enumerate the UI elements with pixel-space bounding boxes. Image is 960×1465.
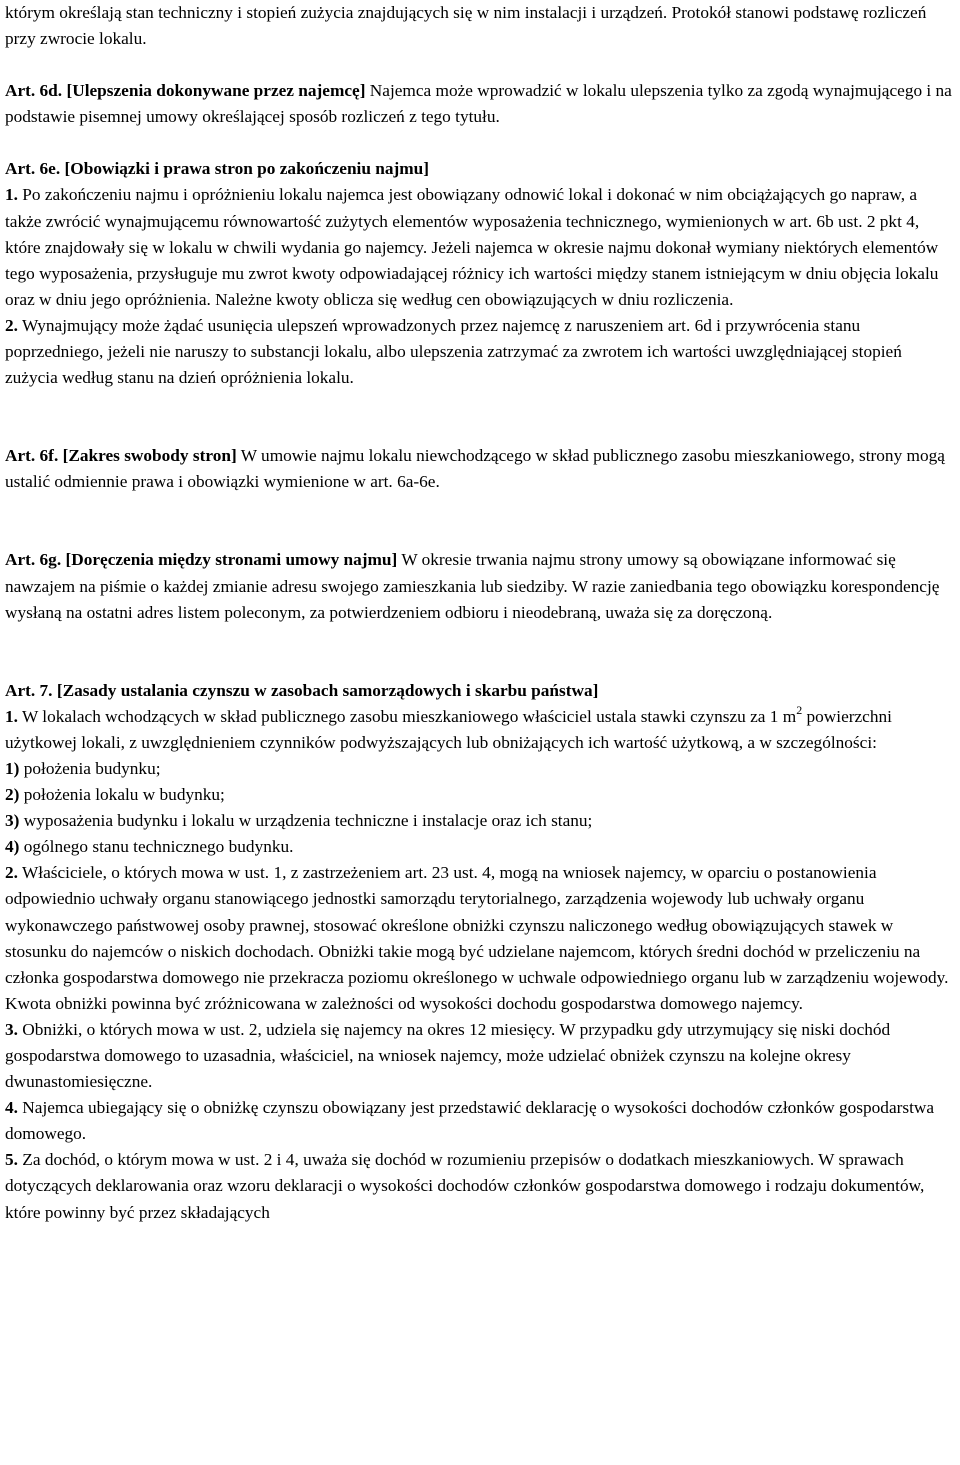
article-7-title xyxy=(5,678,954,704)
paragraph-text: Po zakończeniu najmu i opróżnieniu lokalu najemca jest obowiązany odnowić lokal i dokonać w nim obciążających go napraw, a także zwrócić wynajmującemu równowartość zużytych elementów wyposażenia technicznego, wymienionych w art. 6b ust. 2 pkt 4, które znajdowały się w lokalu w chwili wydania go najemcy. Jeżeli najemca w okresie najmu dokonał wymiany niektórych elementów tego wyposażenia, przysługuje mu zwrot kwoty odpowiadającej różnicy ich wartości między stanem istniejącym w dniu objęcia lokalu oraz w dniu jego opróżnienia. Należne kwoty oblicza się według cen obowiązujących w dniu rozliczenia. xyxy=(5,185,939,309)
intro-paragraph: którym określają stan techniczny i stopień zużycia znajdujących się w nim instalacji i urządzeń. Protokół stanowi podstawę rozliczeń przy zwrocie lokalu. xyxy=(5,3,927,49)
list-item-number: 3) xyxy=(5,811,20,831)
list-item-text: ogólnego stanu technicznego budynku. xyxy=(23,837,294,857)
article-6d-text: Najemca może wprowadzić w lokalu ulepszenia tylko za zgodą wynajmującego i na podstawie pisemnej umowy określającej sposób rozliczeń z tego tytułu. xyxy=(5,81,952,127)
spacer xyxy=(5,391,954,443)
paragraph-text: Właściciele, o których mowa w ust. 1, z zastrzeżeniem art. 23 ust. 4, mogą na wniosek najemcy, w oparciu o postanowienia odpowiednio uchwały organu stanowiącego jednostki samorządu terytorialnego, zarządzenia wojewody lub uchwały organu wykonawczego państwowej osoby prawnej, stosować określone obniżki czynszu naliczonego według obowiązujących stawek w stosunku do najemców o niskich dochodach. Obniżki takie mogą być udzielane najemcom, których średni dochód w przeliczeniu na członka gospodarstwa domowego nie przekracza poziomu określonego w uchwale odpowiedniego organu lub w zarządzeniu wojewody. Kwota obniżki powinna być zróżnicowana w zależności od wysokości dochodu gospodarstwa domowego najemcy. xyxy=(5,863,949,1013)
article-7-paragraph-1 xyxy=(5,704,954,756)
spacer xyxy=(5,130,954,156)
article-6g-text: W okresie trwania najmu strony umowy są obowiązane informować się nawzajem na piśmie o każdej zmianie adresu swojego zamieszkania lub siedziby. W razie zaniedbania tego obowiązku korespondencję wysłaną na ostatni adres listem poleconym, za potwierdzeniem odbioru i nieodebraną, uważa się za doręczoną. xyxy=(5,550,940,622)
article-6g-label: Art. 6g. xyxy=(5,550,62,570)
paragraph-text: Najemca ubiegający się o obniżkę czynszu obowiązany jest przedstawić deklarację o wysokości dochodów członków gospodarstwa domowego. xyxy=(5,1098,935,1144)
paragraph-text: Obniżki, o których mowa w ust. 2, udziela się najemcy na okres 12 miesięcy. W przypadku gdy utrzymujący się niski dochód gospodarstwa domowego to uzasadnia, właściciel, na wniosek najemcy, może udzielać obniżek czynszu na kolejne okresy dwunastomiesięczne. xyxy=(5,1019,891,1092)
article-6e-title xyxy=(5,156,954,182)
paragraph-number: 3. xyxy=(5,1019,18,1039)
list-item-number: 1) xyxy=(5,758,20,778)
spacer xyxy=(5,495,954,547)
article-6e-paragraph-2 xyxy=(5,313,954,391)
paragraph-number: 5. xyxy=(5,1150,18,1170)
list-item-number: 4) xyxy=(5,837,20,857)
article-7-paragraph-5 xyxy=(5,1147,954,1225)
list-item-text: wyposażenia budynku i lokalu w urządzenia techniczne i instalacje oraz ich stanu; xyxy=(23,811,593,831)
article-6e-paragraph-1 xyxy=(5,182,954,312)
article-6e-label: Art. 6e. xyxy=(5,159,61,179)
list-item xyxy=(5,808,954,834)
paragraph-number: 1. xyxy=(5,706,18,726)
list-item xyxy=(5,834,954,860)
article-7-heading: [Zasady ustalania czynszu w zasobach samorządowych i skarbu państwa] xyxy=(56,680,599,700)
article-6g-heading: [Doręczenia między stronami umowy najmu] xyxy=(65,550,398,570)
article-6d-label: Art. 6d. xyxy=(5,81,63,101)
article-6d xyxy=(5,78,954,130)
article-6f-label: Art. 6f. xyxy=(5,446,59,466)
article-6f xyxy=(5,443,954,495)
article-6e-heading: [Obowiązki i prawa stron po zakończeniu najmu] xyxy=(64,159,430,179)
paragraph-number: 4. xyxy=(5,1098,18,1118)
list-item-number: 2) xyxy=(5,785,20,805)
paragraph-text: powierzchni użytkowej lokali, z uwzględnieniem czynników podwyższających lub obniżających ich wartość użytkową, a w szczególności: xyxy=(5,706,892,752)
article-6d-heading: [Ulepszenia dokonywane przez najemcę] xyxy=(66,81,366,101)
article-7-label: Art. 7. xyxy=(5,680,53,700)
list-item-text: położenia lokalu w budynku; xyxy=(23,785,225,805)
list-item xyxy=(5,756,954,782)
paragraph-number: 1. xyxy=(5,185,18,205)
list-item xyxy=(5,782,954,808)
spacer xyxy=(5,52,954,78)
article-6f-heading: [Zakres swobody stron] xyxy=(62,446,237,466)
article-7-paragraph-2 xyxy=(5,860,954,1017)
article-7-paragraph-4 xyxy=(5,1095,954,1147)
paragraph-text: Za dochód, o którym mowa w ust. 2 i 4, uważa się dochód w rozumieniu przepisów o dodatkach mieszkaniowych. W sprawach dotyczących deklarowania oraz wzoru deklaracji o wysokości dochodów członków gospodarstwa domowego i rodzaju dokumentów, które powinny być przez składających xyxy=(5,1150,925,1222)
article-6g xyxy=(5,547,954,625)
list-item-text: położenia budynku; xyxy=(23,758,161,778)
article-7-paragraph-3 xyxy=(5,1017,954,1095)
paragraph-number: 2. xyxy=(5,315,18,335)
spacer xyxy=(5,626,954,678)
paragraph-text: W lokalach wchodzących w skład publicznego zasobu mieszkaniowego właściciel ustala stawki czynszu za 1 m xyxy=(21,706,797,726)
paragraph-text: Wynajmujący może żądać usunięcia ulepszeń wprowadzonych przez najemcę z naruszeniem art. 6d i przywrócenia stanu poprzedniego, jeżeli nie naruszy to substancji lokalu, albo ulepszenia zatrzymać za zwrotem ich wartości uwzględniającej stopień zużycia według stanu na dzień opróżnienia lokalu. xyxy=(5,315,902,388)
paragraph-number: 2. xyxy=(5,863,18,883)
superscript: 2 xyxy=(796,702,803,717)
article-6f-text: W umowie najmu lokalu niewchodzącego w skład publicznego zasobu mieszkaniowego, strony mogą ustalić odmiennie prawa i obowiązki wymienione w art. 6a-6e. xyxy=(5,446,945,492)
